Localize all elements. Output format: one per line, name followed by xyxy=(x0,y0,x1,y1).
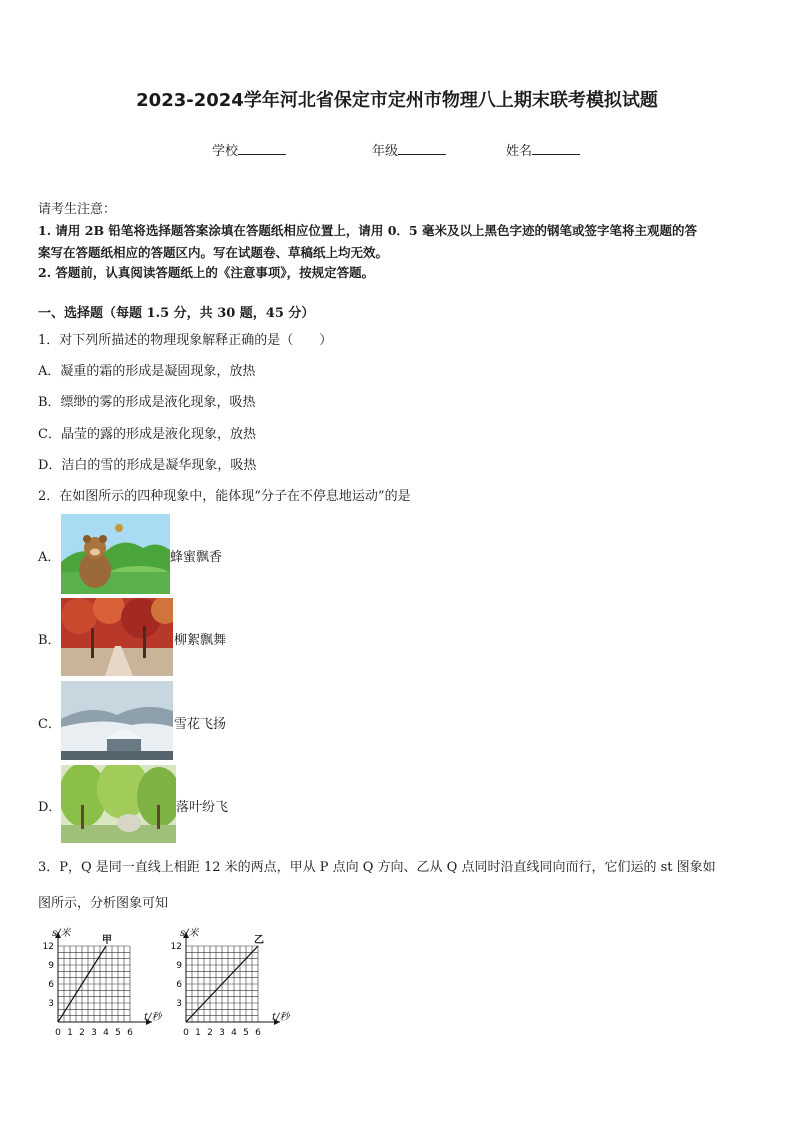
q2-option-d-letter: D． xyxy=(38,800,62,815)
x-tick-label: 6 xyxy=(255,1028,261,1038)
q2-option-c-letter: C． xyxy=(38,717,61,732)
q1-option-c: C．晶莹的露的形成是液化现象，放热 xyxy=(38,427,256,442)
grade-label: 年级 xyxy=(372,144,399,159)
y-axis-label: s/米 xyxy=(52,928,71,939)
st-graph-jia xyxy=(38,918,168,1040)
q2-option-c-caption: 雪花飞扬 xyxy=(174,717,227,732)
q3-stem-line2: 图所示，分析图象可知 xyxy=(38,896,169,911)
x-tick-label: 2 xyxy=(79,1028,85,1038)
x-tick-label: 6 xyxy=(127,1028,133,1038)
x-axis-label: t/秒 xyxy=(144,1012,162,1023)
y-tick-label: 6 xyxy=(48,980,54,990)
y-tick-label: 12 xyxy=(42,942,54,952)
name-blank[interactable] xyxy=(532,142,580,155)
q2-stem: 2．在如图所示的四种现象中，能体现“分子在不停息地运动”的是 xyxy=(38,489,411,504)
y-tick-label: 9 xyxy=(48,961,54,971)
snow-scene-image xyxy=(61,681,173,760)
x-tick-label: 5 xyxy=(243,1028,249,1038)
x-tick-label: 1 xyxy=(67,1028,73,1038)
q3-stem-line1: 3．P，Q 是同一直线上相距 12 米的两点，甲从 P 点向 Q 方向、乙从 Q 点同时沿直线同向而行，它们运的 st 图象如 xyxy=(38,860,716,875)
school-field xyxy=(212,140,286,159)
notice-item1-line2: 案写在答题纸相应的答题区内。写在试题卷、草稿纸上均无效。 xyxy=(38,245,389,260)
honey-bear-image xyxy=(61,514,170,594)
grade-field xyxy=(372,140,446,159)
school-blank[interactable] xyxy=(238,142,286,155)
x-tick-label: 2 xyxy=(207,1028,213,1038)
grade-blank[interactable] xyxy=(398,142,446,155)
x-axis-label: t/秒 xyxy=(272,1012,290,1023)
y-axis-label: s/米 xyxy=(180,928,199,939)
x-tick-label: 3 xyxy=(91,1028,97,1038)
x-tick-label: 0 xyxy=(55,1028,61,1038)
series-label: 乙 xyxy=(254,935,264,946)
x-tick-label: 5 xyxy=(115,1028,121,1038)
x-tick-label: 4 xyxy=(231,1028,237,1038)
grid-lines xyxy=(58,946,130,1022)
y-tick-label: 6 xyxy=(176,980,182,990)
willow-trees-image xyxy=(61,765,176,843)
name-field xyxy=(506,140,580,159)
x-tick-label: 3 xyxy=(219,1028,225,1038)
q2-option-a-letter: A． xyxy=(38,550,61,565)
x-tick-label: 1 xyxy=(195,1028,201,1038)
q1-option-b: B．缥缈的雾的形成是液化现象，吸热 xyxy=(38,395,256,410)
name-label: 姓名 xyxy=(506,144,533,159)
y-tick-label: 3 xyxy=(48,999,54,1009)
page-title: 2023-2024学年河北省保定市定州市物理八上期末联考模拟试题 xyxy=(136,90,658,111)
x-tick-label: 0 xyxy=(183,1028,189,1038)
x-tick-label: 4 xyxy=(103,1028,109,1038)
notice-item1-line1: 1. 请用 2B 铅笔将选择题答案涂填在答题纸相应位置上，请用 0．5 毫米及以上黑色字迹的钢笔或签字笔将主观题的答 xyxy=(38,223,697,238)
q2-option-b-letter: B． xyxy=(38,633,61,648)
y-tick-label: 12 xyxy=(170,942,182,952)
notice-heading: 请考生注意： xyxy=(38,202,117,217)
q1-option-a: A．凝重的霜的形成是凝固现象，放热 xyxy=(38,364,256,379)
y-tick-label: 3 xyxy=(176,999,182,1009)
school-label: 学校 xyxy=(212,144,239,159)
q2-option-a-caption: 蜂蜜飘香 xyxy=(170,550,223,565)
section1-heading: 一、选择题（每题 1.5 分，共 30 题，45 分） xyxy=(38,306,315,321)
q2-option-d-caption: 落叶纷飞 xyxy=(176,800,229,815)
series-label: 甲 xyxy=(102,935,112,946)
notice-item2: 2. 答题前，认真阅读答题纸上的《注意事项》，按规定答题。 xyxy=(38,265,375,280)
q1-stem: 1．对下列所描述的物理现象解释正确的是（ ） xyxy=(38,333,333,348)
q2-option-b-caption: 柳絮飘舞 xyxy=(174,633,227,648)
q1-option-d: D．洁白的雪的形成是凝华现象，吸热 xyxy=(38,458,257,473)
y-tick-label: 9 xyxy=(176,961,182,971)
autumn-trees-image xyxy=(61,598,173,676)
st-graph-yi xyxy=(166,918,296,1040)
